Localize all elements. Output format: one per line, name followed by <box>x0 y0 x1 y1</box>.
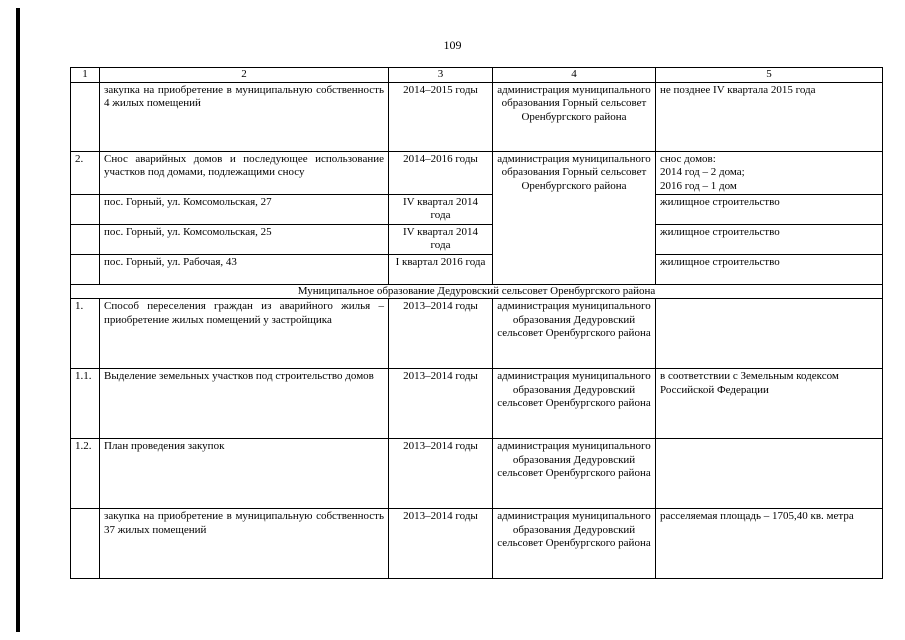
row-executor: администрация муниципального образования Дедуровский сельсовет Оренбургского района <box>493 369 656 439</box>
header-col-4: 4 <box>493 68 656 83</box>
row-number: 1.1. <box>71 369 100 439</box>
header-col-5: 5 <box>656 68 883 83</box>
row-description: закупка на приобретение в муниципальную собственность 4 жилых помещений <box>100 82 389 151</box>
table-row <box>71 439 883 509</box>
row-number <box>71 194 100 224</box>
row-period: 2013–2014 годы <box>389 369 493 439</box>
program-table <box>70 67 883 579</box>
row-executor: администрация муниципального образования Дедуровский сельсовет Оренбургского района <box>493 299 656 369</box>
row-result: в соответствии с Земельным кодексом Российской Федерации <box>656 369 883 439</box>
row-period: 2014–2016 годы <box>389 151 493 194</box>
row-description: пос. Горный, ул. Комсомольская, 27 <box>100 194 389 224</box>
row-result <box>656 151 883 194</box>
row-number <box>71 82 100 151</box>
header-col-1: 1 <box>71 68 100 83</box>
table-row <box>71 369 883 439</box>
row-period: 2014–2015 годы <box>389 82 493 151</box>
row-period: IV квартал 2014 года <box>389 224 493 254</box>
row-result <box>656 439 883 509</box>
result-line: 2016 год – 1 дом <box>660 179 737 192</box>
table-row <box>71 254 883 284</box>
row-number <box>71 509 100 579</box>
table-row <box>71 82 883 151</box>
row-description: Способ переселения граждан из аварийного жилья – приобретение жилых помещений у застройщика <box>100 299 389 369</box>
row-number <box>71 224 100 254</box>
row-period: 2013–2014 годы <box>389 509 493 579</box>
section-row <box>71 284 883 299</box>
header-row <box>71 68 883 83</box>
row-executor: администрация муниципального образования Дедуровский сельсовет Оренбургского района <box>493 439 656 509</box>
row-period: 2013–2014 годы <box>389 299 493 369</box>
row-number: 2. <box>71 151 100 194</box>
row-description: План проведения закупок <box>100 439 389 509</box>
row-period: 2013–2014 годы <box>389 439 493 509</box>
row-result: жилищное строительство <box>656 194 883 224</box>
row-description: Снос аварийных домов и последующее использование участков под домами, подлежащими сносу <box>100 151 389 194</box>
row-number: 1. <box>71 299 100 369</box>
row-result: не позднее IV квартала 2015 года <box>656 82 883 151</box>
row-executor: администрация муниципального образования Горный сельсовет Оренбургского района <box>493 151 656 284</box>
row-description: пос. Горный, ул. Рабочая, 43 <box>100 254 389 284</box>
row-description: Выделение земельных участков под строительство домов <box>100 369 389 439</box>
table-row <box>71 509 883 579</box>
row-period: IV квартал 2014 года <box>389 194 493 224</box>
section-heading: Муниципальное образование Дедуровский сельсовет Оренбургского района <box>71 284 883 299</box>
table-row <box>71 151 883 194</box>
table-row <box>71 224 883 254</box>
result-line: снос домов: <box>660 152 716 165</box>
row-period: I квартал 2016 года <box>389 254 493 284</box>
row-description: закупка на приобретение в муниципальную собственность 37 жилых помещений <box>100 509 389 579</box>
row-number <box>71 254 100 284</box>
table-row <box>71 299 883 369</box>
row-executor: администрация муниципального образования Горный сельсовет Оренбургского района <box>493 82 656 151</box>
result-line: 2014 год – 2 дома; <box>660 166 745 178</box>
header-col-2: 2 <box>100 68 389 83</box>
row-number: 1.2. <box>71 439 100 509</box>
row-result: жилищное строительство <box>656 224 883 254</box>
row-result: расселяемая площадь – 1705,40 кв. метра <box>656 509 883 579</box>
header-col-3: 3 <box>389 68 493 83</box>
page-number: 109 <box>443 38 462 52</box>
row-result <box>656 299 883 369</box>
left-margin-rule <box>16 8 20 632</box>
table-row <box>71 194 883 224</box>
row-result: жилищное строительство <box>656 254 883 284</box>
row-description: пос. Горный, ул. Комсомольская, 25 <box>100 224 389 254</box>
row-executor: администрация муниципального образования Дедуровский сельсовет Оренбургского района <box>493 509 656 579</box>
